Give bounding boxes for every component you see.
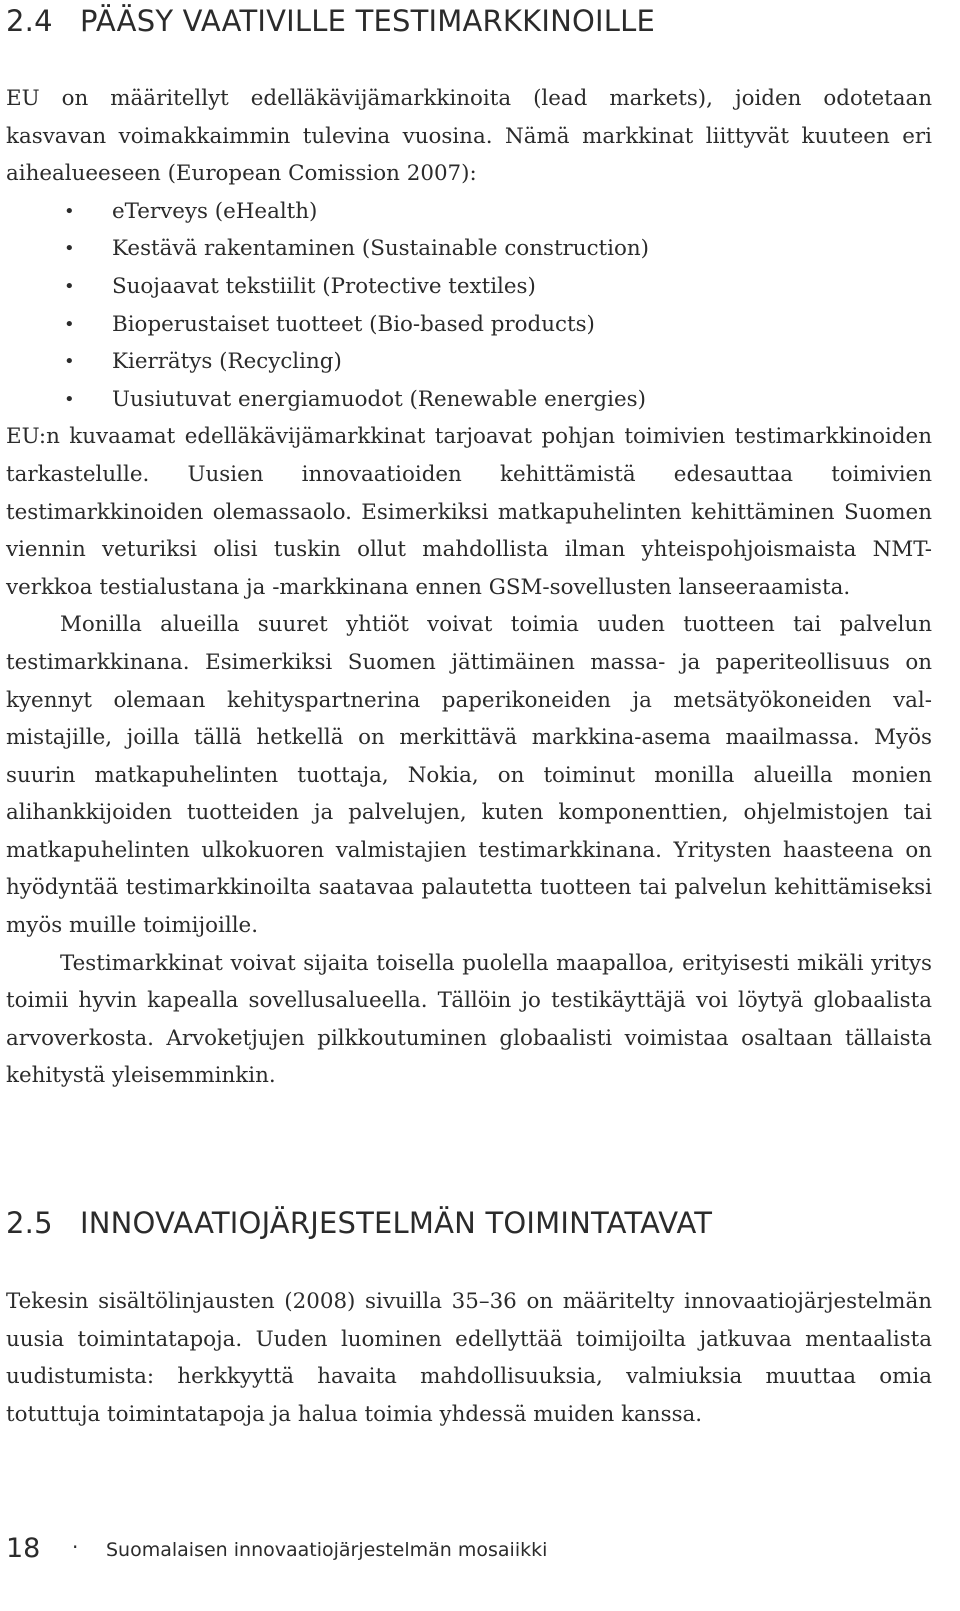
list-item: • Bioperustaiset tuotteet (Bio-based products) (6, 306, 932, 344)
body-paragraph-2: Monilla alueilla suuret yhtiöt voivat toimia uuden tuotteen tai palvelun testimarkkinana. Esimerkiksi Suomen jättimäinen massa- ja paperiteollisuus on kyennyt olemaan kehityspartnerina paperikoneiden ja metsätyökoneiden valmistajille, joilla tällä hetkellä on merkittävä markkina-asema maailmassa. Myös suurin matkapuhelinten tuottaja, Nokia, on toiminut monilla alueilla monien alihankkijoiden tuotteiden ja palvelujen, kuten komponenttien, ohjelmistojen tai matkapuhelinten ulkokuoren valmistajien testimarkkinana. Yritysten haasteena on hyödyntää testimarkkinoilta saatavaa palautetta tuotteen tai palvelun kehittämiseksi myös muille toimijoille. (6, 612, 932, 939)
bullet-icon: • (64, 200, 75, 222)
list-item: • eTerveys (eHealth) (6, 193, 932, 231)
page-number: 18 (6, 1533, 41, 1564)
list-item: • Suojaavat tekstiilit (Protective textiles) (6, 268, 932, 306)
section-heading-2-5 (6, 1206, 712, 1240)
section-number: 2.5 (6, 1206, 53, 1240)
list-item: • Uusiutuvat energiamuodot (Renewable energies) (6, 381, 932, 419)
section-heading-2-4 (6, 4, 655, 38)
list-item: • Kierrätys (Recycling) (6, 343, 932, 381)
body-paragraph: Tekesin sisältölinjausten (2008) sivuilla 35–36 on määritelty innovaatiojärjestelmän uusia toimintatapoja. Uuden luominen edellyttää toimijoilta jatkuvaa mentaalista uudistumista: herkkyyttä havaita mahdollisuuksia, valmiuksia muuttaa omia totuttuja toimintatapoja ja halua toimia yhdessä muiden kanssa. (6, 1289, 932, 1427)
footer-separator: · (72, 1535, 79, 1559)
section-number: 2.4 (6, 4, 53, 38)
intro-paragraph: EU on määritellyt edelläkävijämarkkinoita (lead markets), joiden odotetaan kasvavan voimakkaimmin tulevina vuosina. Nämä markkinat liittyvät kuuteen eri aihealueeseen (European Comission 2007): (6, 86, 932, 187)
section-title: INNOVAATIOJÄRJESTELMÄN TOIMINTATAVAT (80, 1206, 713, 1240)
page-footer (6, 1533, 926, 1573)
body-paragraph-1: EU:n kuvaamat edelläkävijämarkkinat tarjoavat pohjan toimivien testimarkkinoiden tarkastelulle. Uusien innovaatioiden kehittämistä edesauttaa toimivien testimarkkinoiden olemassaolo. Esimerkiksi matkapuhelinten kehittäminen Suomen viennin veturiksi olisi tuskin ollut mahdollista ilman yhteispohjoismaista NMT-verkkoa testialustana ja -markkinana ennen GSM-sovellusten lanseeraamista. (6, 424, 932, 600)
bullet-icon: • (64, 388, 75, 410)
section-title: PÄÄSY VAATIVILLE TESTIMARKKINOILLE (80, 4, 656, 38)
bullet-icon: • (64, 351, 75, 373)
body-paragraph-3: Testimarkkinat voivat sijaita toisella puolella maapalloa, erityisesti mikäli yritys toimii hyvin kapealla sovellusalueella. Tällöin jo testikäyttäjä voi löytyä globaalista arvoverkosta. Arvoketjujen pilkkoutuminen globaalisti voimistaa osaltaan tällaista kehitystä yleisemminkin. (6, 950, 932, 1089)
bullet-icon: • (64, 313, 75, 335)
bullet-icon: • (64, 238, 75, 260)
bullet-icon: • (64, 275, 75, 297)
lead-markets-list (6, 193, 932, 419)
section-2-5-body (6, 1283, 932, 1433)
section-2-4-body (6, 80, 932, 1095)
publication-title: Suomalaisen innovaatiojärjestelmän mosaiikki (106, 1539, 548, 1561)
list-item: • Kestävä rakentaminen (Sustainable construction) (6, 230, 932, 268)
